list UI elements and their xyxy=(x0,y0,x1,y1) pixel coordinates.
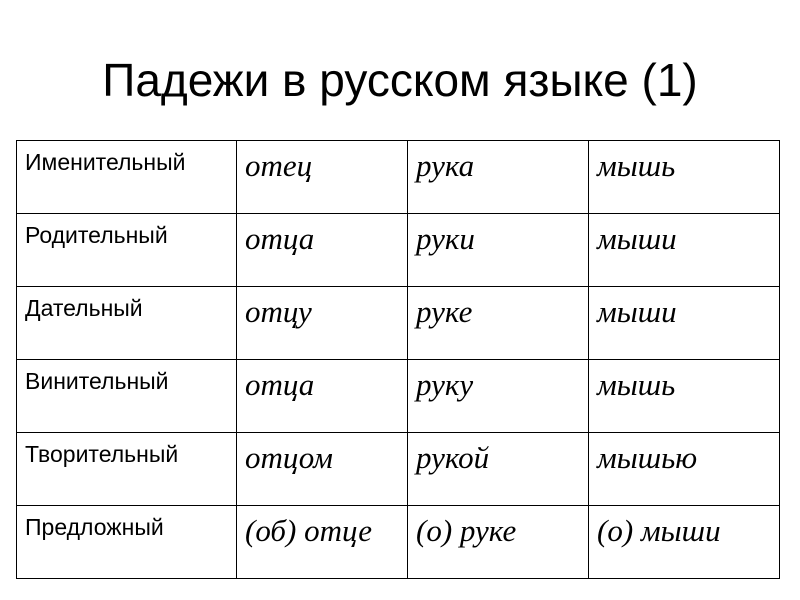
table-row xyxy=(17,360,780,433)
form-cell: отца xyxy=(237,214,408,287)
case-name-cell: Дательный xyxy=(17,287,237,360)
form-cell: мышью xyxy=(589,433,780,506)
form-cell: руку xyxy=(408,360,589,433)
form-cell: отцом xyxy=(237,433,408,506)
table-row xyxy=(17,506,780,579)
table-row xyxy=(17,214,780,287)
form-cell: руке xyxy=(408,287,589,360)
case-name-cell: Родительный xyxy=(17,214,237,287)
cases-table xyxy=(16,140,780,579)
form-cell: (об) отце xyxy=(237,506,408,579)
form-cell: рукой xyxy=(408,433,589,506)
case-name-cell: Винительный xyxy=(17,360,237,433)
form-cell: мыши xyxy=(589,214,780,287)
form-cell: мыши xyxy=(589,287,780,360)
table-row xyxy=(17,141,780,214)
form-cell: мышь xyxy=(589,360,780,433)
case-name-cell: Творительный xyxy=(17,433,237,506)
case-name-cell: Именительный xyxy=(17,141,237,214)
table-row xyxy=(17,287,780,360)
case-name-cell: Предложный xyxy=(17,506,237,579)
table-row xyxy=(17,433,780,506)
form-cell: рука xyxy=(408,141,589,214)
form-cell: мышь xyxy=(589,141,780,214)
form-cell: отец xyxy=(237,141,408,214)
form-cell: (о) мыши xyxy=(589,506,780,579)
slide-title: Падежи в русском языке (1) xyxy=(102,54,698,106)
cases-table-body xyxy=(17,141,780,579)
form-cell: (о) руке xyxy=(408,506,589,579)
form-cell: руки xyxy=(408,214,589,287)
form-cell: отцу xyxy=(237,287,408,360)
form-cell: отца xyxy=(237,360,408,433)
